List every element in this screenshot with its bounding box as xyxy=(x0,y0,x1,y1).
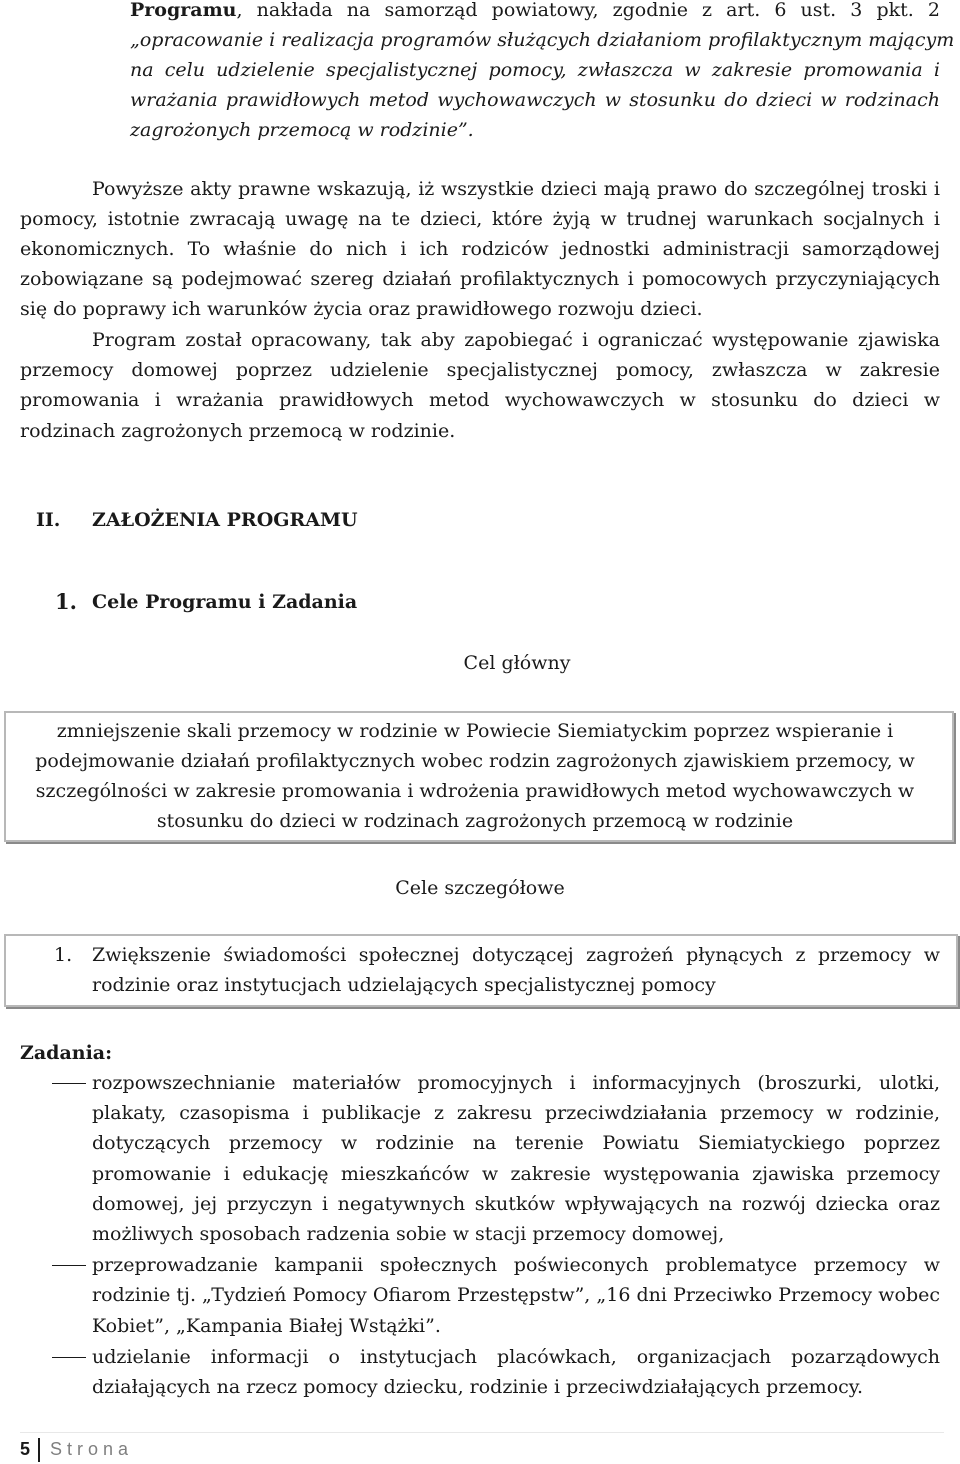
para1-line-2: pomocy, istotnie zwracają uwagę na te dzieci, które żyją w trudnej warunkach socjalnych i xyxy=(20,208,940,230)
specific-goal-line-2: rodzinie oraz instytucjach udzielających specjalistycznej pomocy xyxy=(92,974,716,996)
main-goal-line-2: podejmowanie działań profilaktycznych wobec rodzin zagrożonych zjawiskiem przemocy, w xyxy=(35,750,915,772)
footer-separator xyxy=(38,1438,40,1462)
task-1-line-3: dotyczących przemocy w rodzinie na terenie Powiatu Siemiatyckiego poprzez xyxy=(92,1132,940,1154)
para1-line-5: się do poprawy ich warunków życia oraz prawidłowego rozwoju dzieci. xyxy=(20,298,703,320)
main-goal-line-3: szczególności w zakresie promowania i wdrożenia prawidłowych metod wychowawczych w xyxy=(35,780,915,802)
intro-line-1-rest: , nakłada na samorząd powiatowy, zgodnie z art. 6 ust. 3 pkt. 2 xyxy=(236,0,940,21)
task-1-dash xyxy=(52,1083,86,1084)
specific-goal-line-1: Zwiększenie świadomości społecznej dotyczącej zagrożeń płynących z przemocy w xyxy=(92,944,940,966)
task-1-line-2: plakaty, czasopisma i publikacje z zakresu przeciwdziałania przemocy w rodzinie, xyxy=(92,1102,940,1124)
intro-line-1 xyxy=(130,0,940,25)
intro-line-2: „opracowanie i realizacja programów służących działaniom profilaktycznym mającym xyxy=(130,29,955,51)
para1-line-1: Powyższe akty prawne wskazują, iż wszystkie dzieci mają prawo do szczególnej troski i xyxy=(92,178,940,200)
intro-bold-word: Programu xyxy=(130,0,237,21)
para2-line-2: przemocy domowej poprzez udzielenie specjalistycznej pomocy, zwłaszcza w zakresie xyxy=(20,359,940,381)
subsection-title: Cele Programu i Zadania xyxy=(92,591,358,613)
para1-line-4: zobowiązane są podejmować szereg działań profilaktycznych i pomocowych przyczyniających xyxy=(20,268,940,290)
para2-line-4: rodzinach zagrożonych przemocą w rodzinie. xyxy=(20,420,456,442)
main-goal-line-4: stosunku do dzieci w rodzinach zagrożonych przemocą w rodzinie xyxy=(156,810,794,832)
specific-goal-number: 1. xyxy=(54,944,73,966)
tasks-heading: Zadania: xyxy=(20,1042,113,1064)
task-3-line-2: działających na rzecz pomocy dziecku, rodzinie i przeciwdziałających przemocy. xyxy=(92,1376,864,1398)
task-1-line-6: możliwych sposobach radzenia sobie w stacji przemocy domowej, xyxy=(92,1223,725,1245)
task-1-line-1: rozpowszechnianie materiałów promocyjnych i informacyjnych (broszurki, ulotki, xyxy=(92,1072,940,1094)
main-goal-line-1: zmniejszenie skali przemocy w rodzinie w Powiecie Siemiatyckim poprzez wspieranie i xyxy=(56,720,894,742)
para2-line-3: promowania i wrażania prawidłowych metod wychowawczych w stosunku do dzieci w xyxy=(20,389,940,411)
task-1-line-4: promowanie i edukację mieszkańców w zakresie występowania zjawiska przemocy xyxy=(92,1163,940,1185)
intro-line-3: na celu udzielenie specjalistycznej pomocy, zwłaszcza w zakresie promowania i xyxy=(130,59,940,81)
task-2-line-3: Kobiet”, „Kampania Białej Wstążki”. xyxy=(92,1315,441,1337)
task-1-line-5: domowej, jej przyczyn i negatywnych skutków wpływających na rozwój dziecka oraz xyxy=(92,1193,940,1215)
intro-line-5: zagrożonych przemocą w rodzinie”. xyxy=(130,119,474,141)
specific-goals-heading: Cele szczegółowe xyxy=(395,877,565,899)
main-goal-heading: Cel główny xyxy=(463,652,571,674)
section-title: ZAŁOŻENIA PROGRAMU xyxy=(92,509,358,531)
para1-line-3: ekonomicznych. To właśnie do nich i ich rodziców jednostki administracji samorządowej xyxy=(20,238,940,260)
intro-line-4: wrażania prawidłowych metod wychowawczych w stosunku do dzieci w rodzinach xyxy=(130,89,940,111)
task-3-dash xyxy=(52,1357,86,1358)
task-2-dash xyxy=(52,1265,86,1266)
page-label: S t r o n a xyxy=(50,1439,129,1459)
footer-rule xyxy=(20,1432,944,1433)
section-number: II. xyxy=(36,509,61,531)
page-number: 5 xyxy=(20,1439,31,1459)
subsection-number: 1. xyxy=(55,589,77,614)
task-2-line-2: rodzinie tj. „Tydzień Pomocy Ofiarom Przestępstw”, „16 dni Przeciwko Przemocy wobec xyxy=(92,1284,940,1306)
para2-line-1: Program został opracowany, tak aby zapobiegać i ograniczać występowanie zjawiska xyxy=(92,329,940,351)
task-3-line-1: udzielanie informacji o instytucjach placówkach, organizacjach pozarządowych xyxy=(92,1346,940,1368)
task-2-line-1: przeprowadzanie kampanii społecznych poświeconych problematyce przemocy w xyxy=(92,1254,940,1276)
